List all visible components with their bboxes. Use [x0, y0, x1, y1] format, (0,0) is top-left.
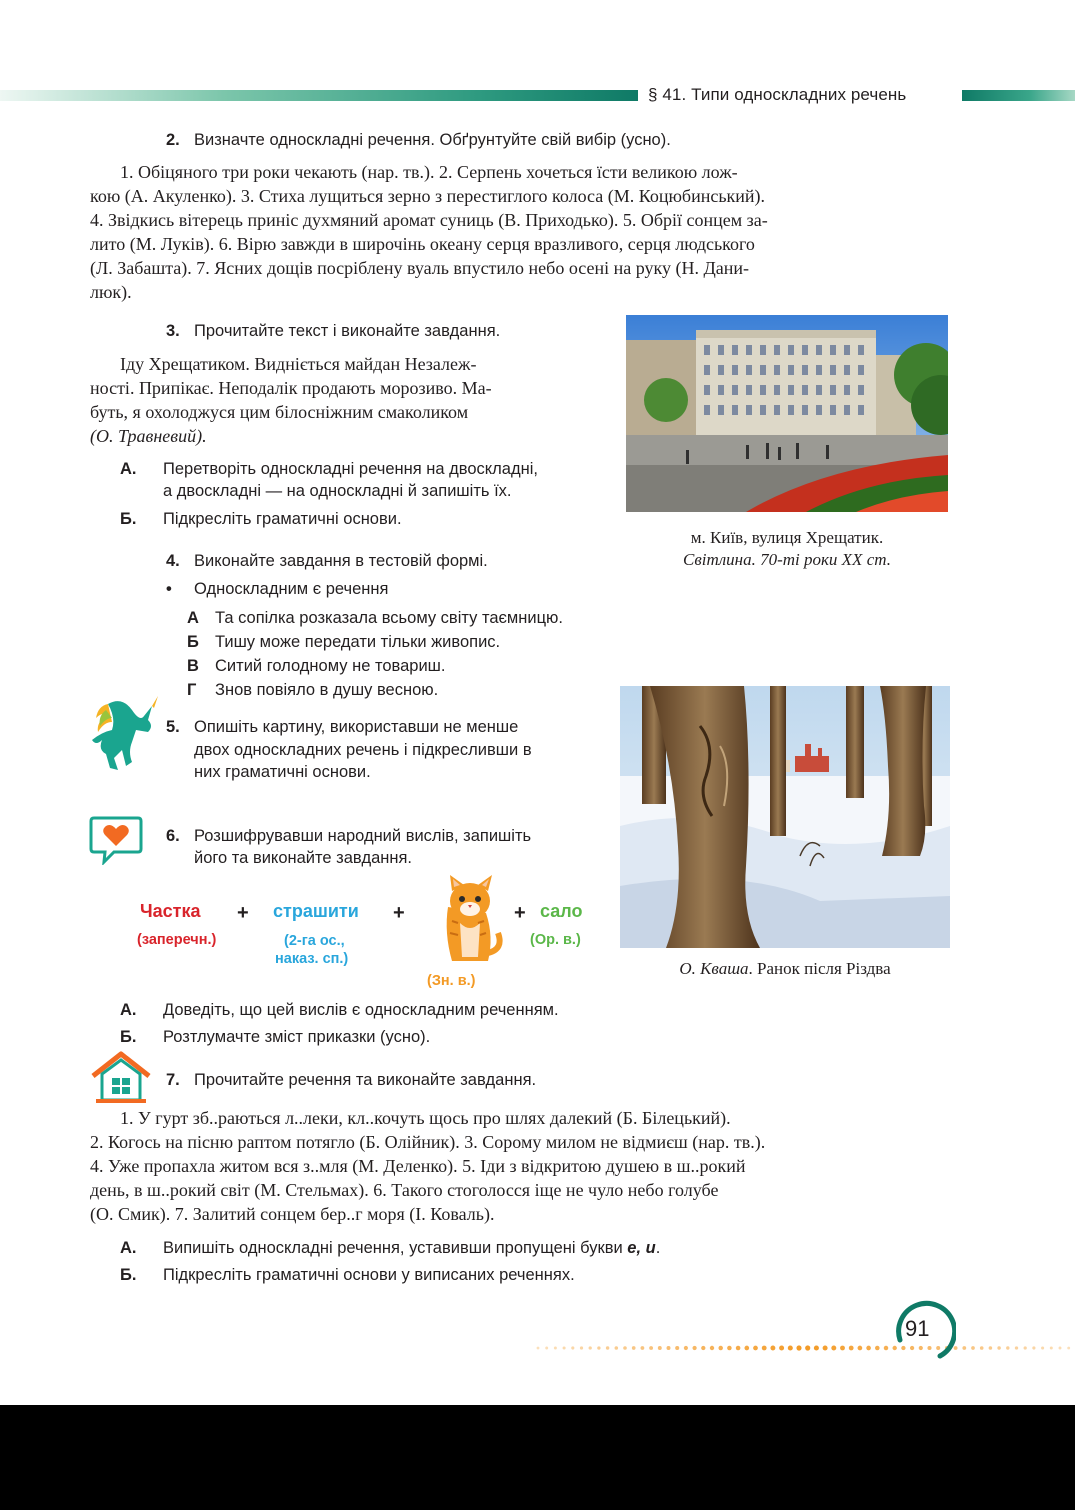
- footer-dot: [667, 1346, 671, 1350]
- bullet: •: [166, 580, 172, 598]
- footer-dot: [753, 1346, 758, 1351]
- header-bar-right: [962, 90, 1075, 101]
- footer-dot: [641, 1346, 645, 1350]
- exercise-7-a-label: А.: [120, 1239, 137, 1257]
- exercise-7-line: 1. У гурт зб..раються л..леки, кл..кочуть щось про шлях далекий (Б. Білецький).: [120, 1108, 731, 1128]
- footer-dot: [744, 1346, 749, 1351]
- footer-dot: [997, 1346, 1000, 1349]
- exercise-4-stem: • Односкладним є речення: [166, 577, 388, 601]
- house-icon: [90, 1050, 152, 1104]
- footer-dot: [606, 1346, 609, 1349]
- photo1-caption-line2: Світлина. 70-ті роки XX ст.: [683, 550, 891, 569]
- cat-icon: [432, 873, 504, 969]
- puzzle-gram-verb-2: наказ. сп.): [275, 951, 349, 967]
- exercise-3-task: 3. Прочитайте текст і виконайте завдання.: [166, 322, 501, 340]
- exercise-7-b-label: Б.: [120, 1266, 137, 1284]
- option-d[interactable]: Г Знов повіяло в душу весною.: [187, 681, 439, 699]
- exercise-3-b-label: Б.: [120, 510, 137, 528]
- exercise-7-line: (О. Смик). 7. Залитий сонцем бер..г моря (І. Коваль).: [90, 1204, 495, 1224]
- option-c[interactable]: В Ситий голодному не товариш.: [187, 657, 446, 675]
- painting-morning-after-christmas: [620, 686, 950, 948]
- footer-dot: [692, 1346, 696, 1350]
- exercise-3-a-text: Перетворіть односкладні речення на двоскладні,: [163, 460, 538, 478]
- footer-dot: [884, 1346, 888, 1350]
- exercise-2-line: 1. Обіцяного три роки чекають (нар. тв.). 2. Серпень хочеться їсти великою лож-: [120, 162, 738, 182]
- footer-dot: [658, 1346, 662, 1350]
- footer-dot: [615, 1346, 619, 1350]
- exercise-7-b-text: Підкресліть граматичні основи у виписаних реченнях.: [163, 1266, 575, 1284]
- exercise-6-b-label: Б.: [120, 1028, 137, 1046]
- photo2-caption: О. Кваша. Ранок після Різдва: [679, 959, 891, 978]
- exercise-2-line: лито (М. Луків). 6. Вірю завжди в широчінь океану серця вразливого, серця людського: [90, 234, 755, 254]
- exercise-3-text-line: Іду Хрещатиком. Видніється майдан Незалеж-: [120, 354, 477, 374]
- footer-dot: [580, 1346, 583, 1349]
- exercise-2-line: 4. Звідкись вітерець приніс духмяний аромат суниць (В. Приходько). 5. Обрії сонцем за-: [90, 210, 768, 230]
- exercise-3-text-line: (О. Травневий).: [90, 426, 207, 446]
- footer-dot: [589, 1346, 592, 1349]
- puzzle-gram-lard: (Ор. в.): [530, 932, 581, 948]
- exercise-5-task-line: них граматичні основи.: [194, 763, 371, 781]
- footer-dot: [563, 1346, 566, 1349]
- exercise-3-text-line: буть, я охолоджуся цим білосніжним смаколиком: [90, 402, 469, 422]
- footer-dot: [788, 1345, 793, 1350]
- footer-dot: [710, 1346, 714, 1350]
- footer-dot: [823, 1345, 828, 1350]
- puzzle-gram-verb-1: (2-га ос.,: [284, 933, 345, 949]
- puzzle-word-particle: Частка: [140, 901, 201, 921]
- footer-dot: [1015, 1346, 1018, 1349]
- exercise-2-line: кою (А. Акуленко). 3. Стиха лущиться зерно з перестиглого колоса (М. Коцюбинський).: [90, 186, 766, 206]
- exercise-5-task: 5. Опишіть картину, використавши не менше: [166, 718, 519, 736]
- option-a[interactable]: А Та сопілка розказала всьому світу таємницю.: [187, 609, 563, 627]
- footer-dot: [597, 1346, 600, 1349]
- exercise-3-b-text: Підкресліть граматичні основи.: [163, 510, 402, 528]
- footer-dot: [554, 1347, 557, 1350]
- footer-dot: [849, 1346, 854, 1351]
- footer-dot: [866, 1346, 871, 1351]
- footer-dot: [814, 1345, 819, 1350]
- puzzle-gram-particle: (заперечн.): [137, 932, 217, 948]
- exercise-4-task: 4. Виконайте завдання в тестовій формі.: [166, 552, 488, 570]
- exercise-2-line: (Л. Забашта). 7. Ясних дощів посріблену вуаль впустило небо осені на руку (Н. Дани-: [90, 258, 749, 278]
- footer-dot: [684, 1346, 688, 1350]
- footer-dot: [989, 1346, 993, 1350]
- exercise-5-task-line: двох односкладних речень і підкресливши в: [194, 741, 532, 759]
- footer-dot: [649, 1346, 653, 1350]
- header-bar-left: [0, 90, 638, 101]
- exercise-7-task: 7. Прочитайте речення та виконайте завдання.: [166, 1071, 537, 1089]
- exercise-2-line: люк).: [90, 282, 132, 302]
- exercise-7-line: 2. Когось на пісню раптом потягло (Б. Олійник). 3. Сорому милом не відмиєш (нар. тв.).: [90, 1132, 766, 1152]
- khreshchatyk-photo: [626, 315, 948, 512]
- footer-dot: [1006, 1346, 1009, 1349]
- exercise-6-task-line: його та виконайте завдання.: [194, 849, 413, 867]
- exercise-6-task: 6. Розшифрувавши народний вислів, запишіть: [166, 827, 532, 845]
- footer-dot: [1067, 1347, 1070, 1350]
- footer-dot: [675, 1346, 679, 1350]
- exercise-7-a-text: Випишіть односкладні речення, уставивши пропущені букви е, и.: [163, 1239, 661, 1257]
- footer-dot: [701, 1346, 705, 1350]
- footer-dot: [962, 1346, 966, 1350]
- unicorn-icon: [88, 696, 160, 772]
- footer-dot: [545, 1347, 548, 1350]
- exercise-3-a-text: а двоскладні — на односкладні й запишіть їх.: [163, 482, 512, 500]
- footer-dot: [840, 1346, 845, 1351]
- footer-dot: [980, 1346, 984, 1350]
- footer-dot: [796, 1345, 801, 1350]
- exercise-6-a-label: А.: [120, 1001, 137, 1019]
- puzzle-gram-noun: (Зн. в.): [427, 973, 476, 989]
- option-b[interactable]: Б Тишу може передати тільки живопис.: [187, 633, 501, 651]
- footer-dot: [1024, 1346, 1027, 1349]
- footer-dot: [1059, 1347, 1062, 1350]
- exercise-7-line: 4. Уже пропахла житом вся з..мля (М. Деленко). 5. Іди з відкритою душею в ш..рокий: [90, 1156, 746, 1176]
- footer-dots: [535, 1345, 1075, 1351]
- page-number: 91: [905, 1316, 930, 1341]
- footer-dot: [727, 1346, 732, 1351]
- plus-sign: +: [393, 902, 405, 924]
- footer-dot: [1032, 1346, 1035, 1349]
- exercise-2-task-text: Визначте односкладні речення. Обґрунтуйте свій вибір (усно).: [194, 131, 671, 149]
- footer-dot: [971, 1346, 975, 1350]
- footer-dot: [571, 1346, 574, 1349]
- footer-dot: [770, 1346, 775, 1351]
- puzzle-word-lard: сало: [540, 901, 583, 921]
- exercise-3-a-label: А.: [120, 460, 137, 478]
- exercise-2-task: 2. Визначте односкладні речення. Обґрунтуйте свій вибір (усно).: [166, 131, 671, 149]
- footer-dot: [858, 1346, 863, 1351]
- footer-dot: [875, 1346, 880, 1351]
- footer-dot: [623, 1346, 627, 1350]
- footer-dot: [736, 1346, 741, 1351]
- footer-dot: [537, 1347, 540, 1350]
- puzzle-word-verb: страшити: [273, 901, 359, 921]
- footer-dot: [1050, 1346, 1053, 1349]
- footer-dot: [805, 1345, 810, 1350]
- plus-sign: +: [514, 902, 526, 924]
- photo1-caption-line1: м. Київ, вулиця Хрещатик.: [690, 528, 884, 547]
- footer-dot: [1041, 1346, 1044, 1349]
- exercise-7-line: день, в ш..рокий світ (М. Стельмах). 6. Такого стоголосся іще не чуло небо голубе: [90, 1180, 719, 1200]
- exercise-6-a-text: Доведіть, що цей вислів є односкладним реченням.: [163, 1001, 559, 1019]
- chat-heart-icon: [88, 815, 144, 865]
- exercise-6-b-text: Розтлумачте зміст приказки (усно).: [163, 1028, 431, 1046]
- footer-dot: [718, 1346, 722, 1350]
- footer-dot: [762, 1346, 767, 1351]
- footer-dot: [632, 1346, 636, 1350]
- footer-dot: [831, 1346, 836, 1351]
- section-title: § 41. Типи односкладних речень: [648, 85, 907, 104]
- exercise-3-text-line: ності. Припікає. Неподалік продають морозиво. Ма-: [90, 378, 492, 398]
- footer-dot: [779, 1346, 784, 1351]
- plus-sign: +: [237, 902, 249, 924]
